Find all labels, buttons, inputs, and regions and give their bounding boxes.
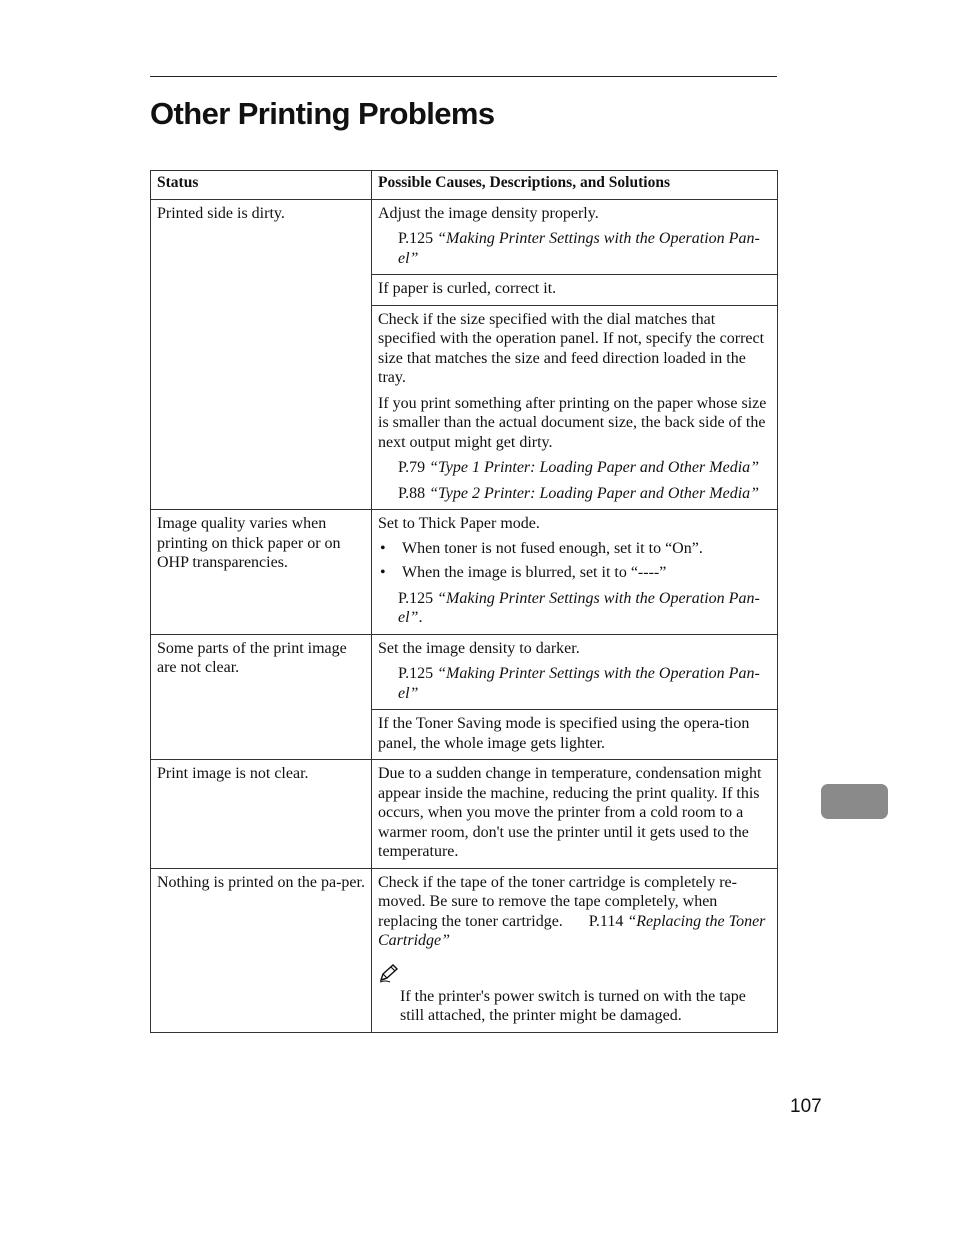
solution-cell [372, 510, 778, 635]
solution-cell [372, 868, 778, 1032]
bullet-text: When the image is blurred, set it to “----” [402, 564, 667, 581]
header-causes: Possible Causes, Descriptions, and Solutions [372, 171, 778, 200]
ref-title: “Making Printer Settings with the Operation Pan-el” [398, 589, 760, 626]
bullet-item [378, 563, 772, 583]
table-row [151, 760, 778, 869]
solution-text: Set to Thick Paper mode. [378, 515, 540, 532]
table-row [151, 199, 778, 275]
table-row [151, 510, 778, 635]
cross-reference [378, 229, 772, 268]
note-text: If the printer's power switch is turned on with the tape still attached, the printer might be damaged. [400, 987, 746, 1024]
solution-text: Due to a sudden change in temperature, condensation might appear inside the machine, reducing the print quality. If this occurs, when you move the printer from a cold room to a warmer room, don't use the printer until it gets used to the temperature. [378, 765, 762, 860]
cross-reference [378, 484, 772, 504]
solution-text [378, 873, 772, 951]
cross-reference [378, 589, 772, 628]
pencil-note-icon [378, 963, 772, 985]
chapter-tab-marker [821, 784, 888, 819]
header-status: Status [151, 171, 372, 200]
problems-table [150, 170, 778, 1033]
ref-page: P.88 [398, 484, 426, 502]
ref-page: P.125 [398, 665, 434, 682]
ref-suffix: . [418, 609, 423, 626]
bullet-icon: • [380, 564, 386, 581]
table-row [151, 634, 778, 710]
header-rule [150, 76, 777, 77]
cross-reference [378, 664, 772, 703]
status-cell: Nothing is printed on the pa-per. [151, 868, 372, 1032]
solution-text: If paper is curled, correct it. [378, 280, 557, 297]
ref-title: “Making Printer Settings with the Operation Pan-el” [398, 230, 760, 267]
status-cell: Print image is not clear. [151, 760, 372, 869]
ref-page: P.125 [398, 589, 434, 607]
ref-title: “Type 1 Printer: Loading Paper and Other Media” [429, 459, 760, 476]
ref-page: P.114 [588, 912, 624, 930]
table-row [151, 868, 778, 1032]
cross-reference [378, 458, 772, 478]
bullet-item [378, 539, 772, 559]
page-title: Other Printing Problems [150, 96, 495, 131]
solution-text: If you print something after printing on the paper whose size is smaller than the actual document size, the back side of the next output might get dirty. [378, 394, 767, 451]
bullet-icon: • [380, 539, 386, 557]
table-header-row [151, 171, 778, 200]
solution-cell [372, 305, 778, 510]
solution-cell [372, 760, 778, 869]
solution-cell [372, 199, 778, 275]
solution-body: Check if the tape of the toner cartridge is completely re-moved. Be sure to remove the tape completely, when replacing the toner cartridge. [378, 873, 737, 930]
solution-text: If the Toner Saving mode is specified using the opera-tion panel, the whole image gets lighter. [378, 715, 750, 752]
solution-cell [372, 275, 778, 306]
ref-title: “Making Printer Settings with the Operation Pan-el” [398, 665, 760, 702]
ref-page: P.79 [398, 459, 426, 476]
solution-cell [372, 634, 778, 710]
solution-cell [372, 710, 778, 760]
ref-title: “Replacing the Toner Cartridge” [378, 912, 766, 949]
solution-text: Set the image density to darker. [378, 639, 580, 657]
ref-page: P.125 [398, 230, 434, 247]
bullet-text: When toner is not fused enough, set it to “On”. [402, 539, 703, 557]
page-number: 107 [790, 1096, 822, 1117]
status-cell: Image quality varies when printing on thick paper or on OHP transparencies. [151, 510, 372, 635]
solution-text: Check if the size specified with the dial matches that specified with the operation panel. If not, specify the correct size that matches the size and feed direction loaded in the tray. [378, 310, 765, 386]
status-cell: Printed side is dirty. [151, 199, 372, 510]
ref-title: “Type 2 Printer: Loading Paper and Other Media” [429, 484, 760, 502]
status-cell: Some parts of the print image are not clear. [151, 634, 372, 760]
solution-text: Adjust the image density properly. [378, 204, 599, 222]
